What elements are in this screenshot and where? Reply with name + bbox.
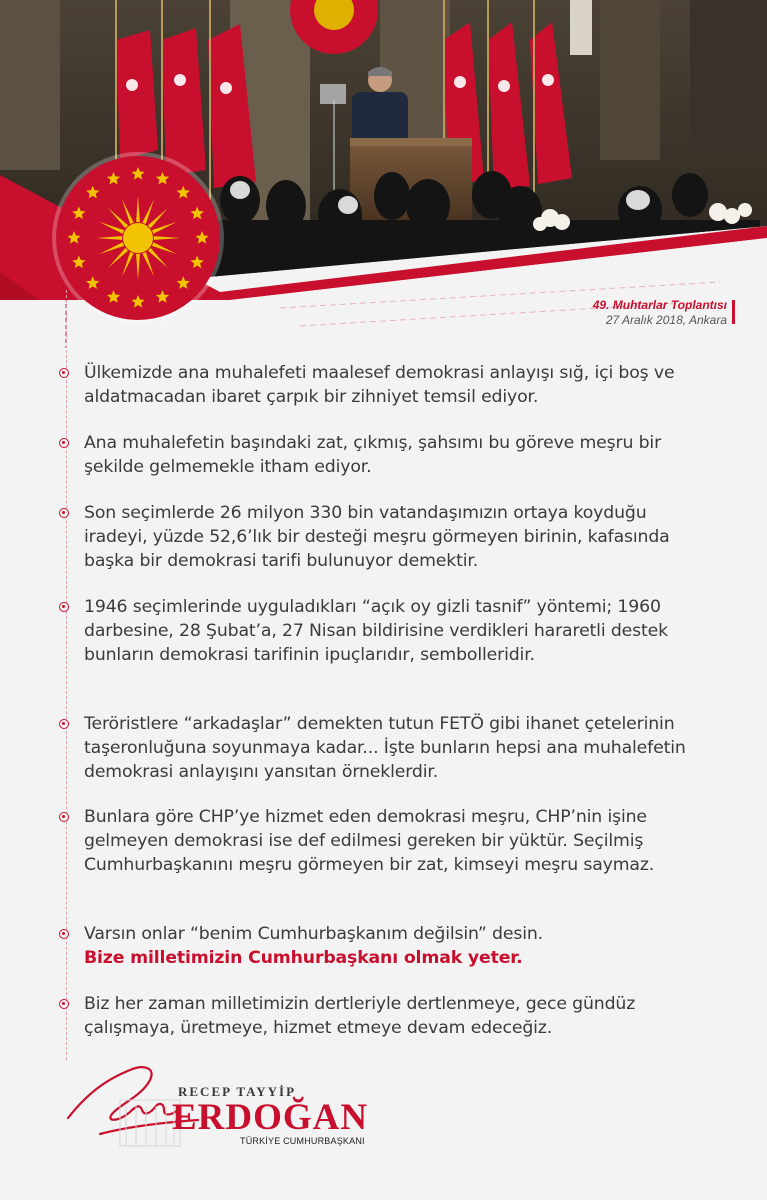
bullet-circle-icon [59,812,69,822]
statement-emphasis: Bize milletimizin Cumhurbaşkanı olmak yeter. [84,948,523,969]
statement-item [84,431,714,479]
statement-text: Teröristlere “arkadaşlar” demekten tutun FETÖ gibi ihanet çetelerinin taşeronluğuna soyunmaya kadar... İşte bunların hepsi ana muhalefetin demokrasi anlayışını yansıtan örneklerdir. [84,714,686,783]
event-title: 49. Muhtarlar Toplantısı [592,298,727,312]
bullet-circle-icon [59,602,69,612]
bullet-guide-line [66,290,68,1060]
signature-first-names: RECEP TAYYİP [178,1084,297,1099]
signature-block [60,1060,380,1160]
statement-item [84,595,714,668]
bullet-circle-icon [59,438,69,448]
signature-office: TÜRKİYE CUMHURBAŞKANI [240,1136,365,1146]
statement-text: Varsın onlar “benim Cumhurbaşkanım değilsin” desin. [84,924,544,944]
statement-text: Ülkemizde ana muhalefeti maalesef demokrasi anlayışı sığ, içi boş ve aldatmacadan ibaret çarpık bir zihniyet temsil ediyor. [84,363,675,408]
statement-item [84,805,714,878]
statement-text: Ana muhalefetin başındaki zat, çıkmış, şahsımı bu göreve meşru bir şekilde gelmemekle itham ediyor. [84,433,662,478]
statement-text: 1946 seçimlerinde uyguladıkları “açık oy gizli tasnif” yöntemi; 1960 darbesine, 28 Şubat’a, 27 Nisan bildirisine verdikleri hararetli destek bunların demokrasi tarifinin ipuçlarıdır, sembolleridir. [84,597,668,666]
statement-text: Bunlara göre CHP’ye hizmet eden demokrasi meşru, CHP’nin işine gelmeyen demokrasi ise def edilmesi gereken bir yüktür. Seçilmiş Cumhurbaşkanını meşru görmeyen bir zat, kimseyi meşru saymaz. [84,807,655,876]
bullet-circle-icon [59,508,69,518]
statement-item [84,712,714,785]
bullet-circle-icon [59,368,69,378]
event-date: 27 Aralık 2018, Ankara [605,313,727,327]
statement-item [84,361,714,409]
statement-item [84,501,714,574]
bullet-circle-icon [59,929,69,939]
bullet-circle-icon [59,719,69,729]
statement-text: Son seçimlerde 26 milyon 330 bin vatandaşımızın ortaya koyduğu iradeyi, yüzde 52,6’lık bir desteği meşru görmeyen birinin, kafasında başka bir demokrasi tarifi bulunuyor demektir. [84,503,670,572]
statement-text: Biz her zaman milletimizin dertleriyle dertlenmeye, gece gündüz çalışmaya, üretmeye, hizmet etmeye devam edeceğiz. [84,994,636,1039]
event-meta-accent [732,300,735,324]
bullet-circle-icon [59,999,69,1009]
statement-item [84,992,714,1040]
statement-item [84,922,714,970]
event-meta [593,298,727,328]
signature-surname: ERDOĞAN [172,1097,369,1138]
